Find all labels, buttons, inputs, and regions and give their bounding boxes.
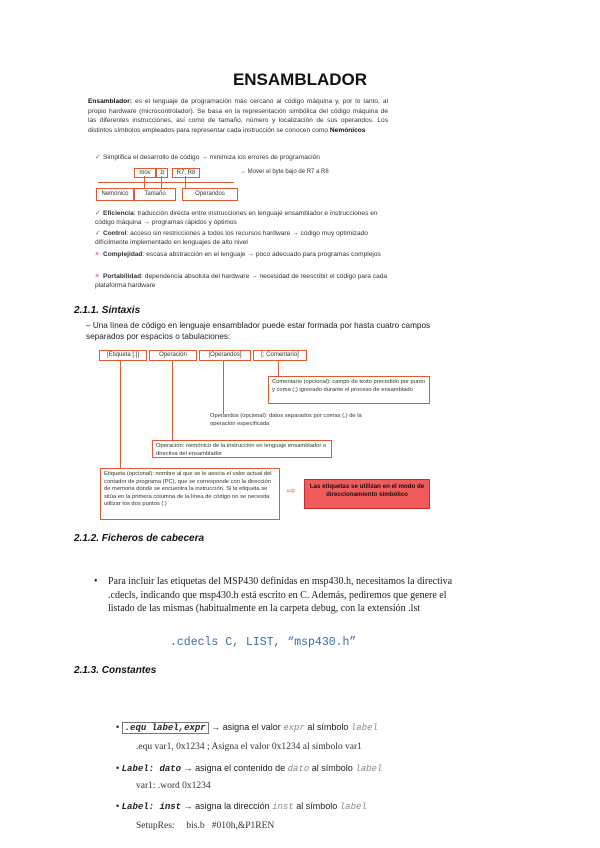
bullet-text: : dependencia absoluta del hardware → necesidad de reescribir el código para cada plataforma hardware xyxy=(95,273,388,289)
page-title: ENSAMBLADOR xyxy=(232,70,368,89)
bullet-lead: Control xyxy=(103,230,127,237)
constant-v1: expr xyxy=(283,723,305,733)
instr-mnemonic: mov xyxy=(134,168,156,178)
bullet-eficiencia xyxy=(95,210,391,227)
arrow-right-icon: ⇨ xyxy=(287,486,296,497)
constant-item-inst xyxy=(116,801,456,812)
constant-v1: inst xyxy=(272,802,294,812)
instr-description: → Mover el byte bajo de R7 a R8 xyxy=(240,169,329,175)
callout-operandos: Operandos (opcional): datos separados por comas (,) de la operación especificada xyxy=(210,413,362,427)
bullet-lead: Eficiencia xyxy=(103,210,134,217)
constant-v2: label xyxy=(350,723,378,733)
section-heading-sintaxis: 2.1.1. Sintaxis xyxy=(74,305,141,316)
constant-example: var1: .word 0x1234 xyxy=(136,781,211,791)
section-heading-ficheros: 2.1.2. Ficheros de cabecera xyxy=(74,533,205,544)
constant-mid: al símbolo xyxy=(304,722,351,732)
constant-example: SetupRes: bis.b #010h,&P1REN xyxy=(136,821,275,831)
instr-operands: R7, R8 xyxy=(172,168,200,178)
bullet-dot: • xyxy=(94,576,98,587)
check-icon: ✓ xyxy=(95,154,101,161)
note-box: Las etiquetas se utilizan en el modo de direccionamiento simbólico xyxy=(304,479,430,509)
bullet-text: : traducción directa entre instrucciones en lenguaje ensamblador e instrucciones en código máquina → programas rápidos y óptimos xyxy=(95,210,378,226)
label-tamano: Tamaño xyxy=(134,188,176,201)
callout-comentario: Comentario (opcional): campo de texto precedido por punto y coma (;) ignorado durante el proceso de ensamblado xyxy=(268,376,430,404)
section-heading-constantes: 2.1.3. Constantes xyxy=(74,665,157,676)
callout-etiqueta: Etiqueta (opcional): nombre al que se le asocia el valor actual del contador de programa (PC), que se corresponde con la dirección de memoria donde se encuentra la instrucción. Si la etiqueta se sitúa en la primera columna de la línea de código no se necesita utilizar los dos puntos (:) xyxy=(100,468,280,520)
field-comentario: [; Comentario] xyxy=(253,350,307,361)
constant-item-equ xyxy=(116,722,456,733)
cdecls-code: .cdecls C, LIST, “msp430.h” xyxy=(170,636,357,649)
check-icon: ✓ xyxy=(95,230,101,237)
constant-desc: → asigna el valor xyxy=(208,722,284,732)
bullet-text: : acceso sin restricciones a todos los recursos hardware → código muy optimizado difícilmente implementado en lenguajes de alto nivel xyxy=(95,230,368,246)
intro-term: Ensamblador: xyxy=(88,98,132,105)
constant-code: Label: dato xyxy=(121,764,182,774)
cross-icon: × xyxy=(95,251,100,258)
field-etiqueta: [Etiqueta [:]] xyxy=(99,350,147,361)
field-operandos: [Operandos] xyxy=(199,350,251,361)
intro-term2: Nemónicos xyxy=(329,126,366,134)
bullet-simplifica xyxy=(95,154,395,163)
constant-code: Label: inst xyxy=(121,802,182,812)
cross-icon: × xyxy=(95,273,100,280)
field-operacion: Operación xyxy=(149,350,197,361)
check-icon: ✓ xyxy=(95,210,101,217)
callout-operacion: Operación: nemónico de la instrucción en lenguaje ensamblador o directiva del ensamblador xyxy=(152,440,332,458)
bullet-lead: Complejidad xyxy=(103,251,143,258)
bullet-dot: • xyxy=(116,763,122,773)
bullet-portabilidad xyxy=(95,273,391,290)
sintaxis-lead: – Una línea de código en lenguaje ensamblador puede estar formada por hasta cuatro campos separados por espacios o tabulaciones: xyxy=(86,321,431,341)
intro-paragraph xyxy=(88,97,388,135)
bullet-lead: Portabilidad xyxy=(103,273,142,280)
constant-desc: → asigna el contenido de xyxy=(181,763,288,773)
bullet-dot: • xyxy=(116,722,122,732)
constant-mid: al símbolo xyxy=(293,801,340,811)
constant-v1: dato xyxy=(287,764,310,774)
constant-item-dato xyxy=(116,763,456,774)
constant-v2: label xyxy=(355,764,383,774)
instr-size: .b xyxy=(156,168,168,178)
bullet-dot: • xyxy=(116,801,122,811)
bullet-text: : escasa abstracción en el lenguaje → poco adecuado para programas complejos xyxy=(142,251,381,258)
constant-desc: → asigna la dirección xyxy=(181,801,273,811)
label-operandos: Operandos xyxy=(182,188,238,201)
ficheros-text: Para incluir las etiquetas del MSP430 definidas en msp430.h, necesitamos la directiva .cdecls, indicando que msp430.h está escrito en C. Además, pediremos que genere el listado de las mismas (habitualmente en la carpeta debug, con la extensión .lst xyxy=(108,576,453,614)
bullet-text: Simplifica el desarrollo de código → minimiza los errores de programación xyxy=(103,154,320,161)
bullet-control xyxy=(95,230,391,247)
constant-example: .equ var1, 0x1234 ; Asigna el valor 0x1234 al símbolo var1 xyxy=(136,742,362,752)
bullet-complejidad xyxy=(95,251,391,260)
label-nemonico: Nemónico xyxy=(96,188,134,201)
constant-mid: al símbolo xyxy=(309,763,356,773)
constant-v2: label xyxy=(339,802,367,812)
intro-text: es el lenguaje de programación más cercano al código máquina y, por lo tanto, al propio hardware (microcontrolador). Se basa en la representación simbólica del código máquina de las diferentes instrucciones, así como de tamaño, número y localización de sus operandos. Los distintos símbolos empleados para representar cada instrucción se conocen como xyxy=(88,98,388,134)
constant-code: .equ label,expr xyxy=(122,722,209,734)
